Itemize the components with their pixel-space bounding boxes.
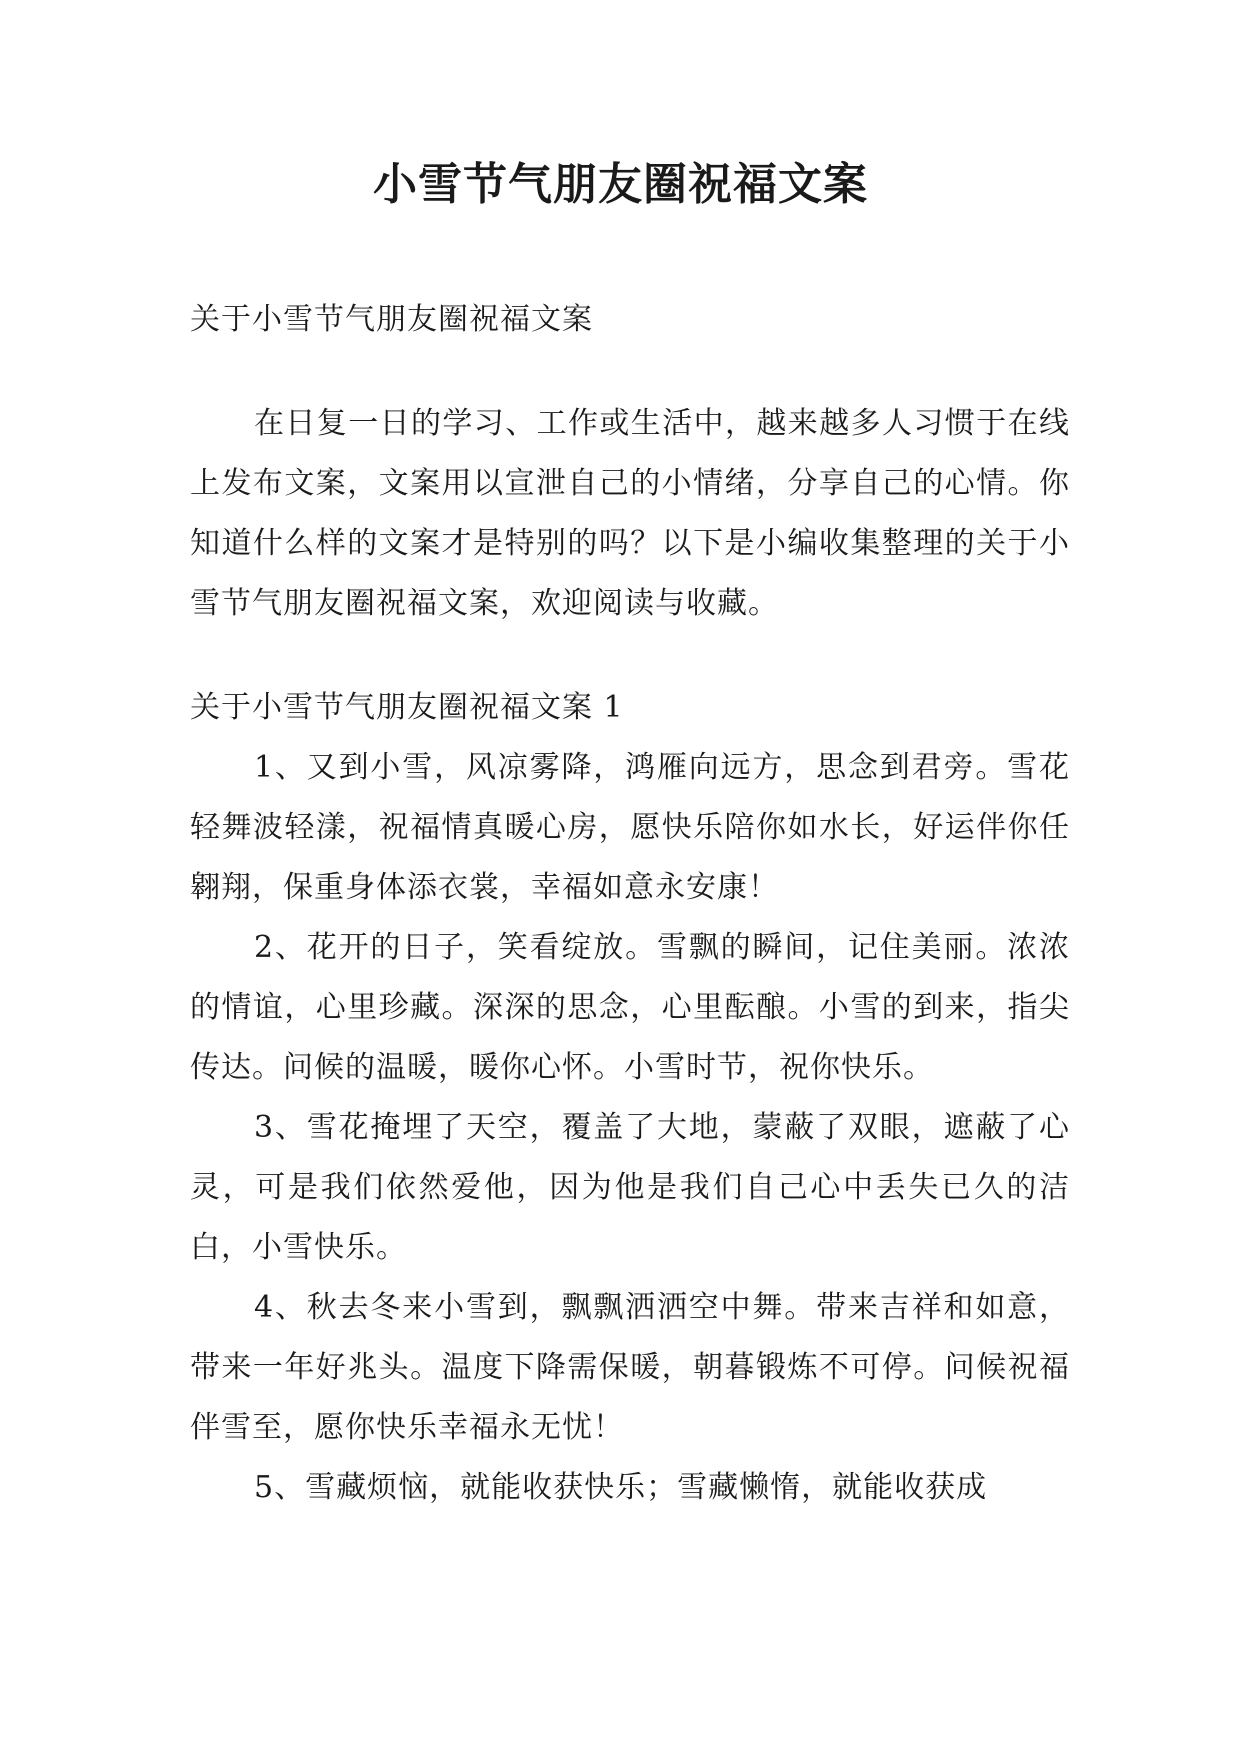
section-heading: 关于小雪节气朋友圈祝福文案 1 — [190, 690, 624, 725]
intro-paragraph: 在日复一日的学习、工作或生活中，越来越多人习惯于在线上发布文案，文案用以宣泄自己的小情绪，分享自己的心情。你知道什么样的文案才是特别的吗？以下是小编收集整理的关于小雪节气朋友圈祝福文案，欢迎阅读与收藏。 — [190, 406, 1070, 621]
greeting-item-2: 2、花开的日子，笑看绽放。雪飘的瞬间，记住美丽。浓浓的情谊，心里珍藏。深深的思念，心里酝酿。小雪的到来，指尖传达。问候的温暖，暖你心怀。小雪时节，祝你快乐。 — [190, 930, 1070, 1085]
greeting-item-5: 5、雪藏烦恼，就能收获快乐；雪藏懒惰，就能收获成 — [254, 1470, 988, 1505]
greeting-item-4: 4、秋去冬来小雪到，飘飘洒洒空中舞。带来吉祥和如意，带来一年好兆头。温度下降需保暖，朝暮锻炼不可停。问候祝福伴雪至，愿你快乐幸福永无忧！ — [190, 1290, 1070, 1445]
greeting-item-1: 1、又到小雪，风凉雾降，鸿雁向远方，思念到君旁。雪花轻舞波轻漾，祝福情真暖心房，愿快乐陪你如水长，好运伴你任翱翔，保重身体添衣裳，幸福如意永安康！ — [190, 750, 1070, 905]
document-title: 小雪节气朋友圈祝福文案 — [373, 159, 868, 210]
greeting-item-3: 3、雪花掩埋了天空，覆盖了大地，蒙蔽了双眼，遮蔽了心灵，可是我们依然爱他，因为他是我们自己心中丢失已久的洁白，小雪快乐。 — [190, 1110, 1070, 1265]
document-subtitle: 关于小雪节气朋友圈祝福文案 — [190, 302, 593, 337]
document-body — [190, 290, 1070, 1518]
